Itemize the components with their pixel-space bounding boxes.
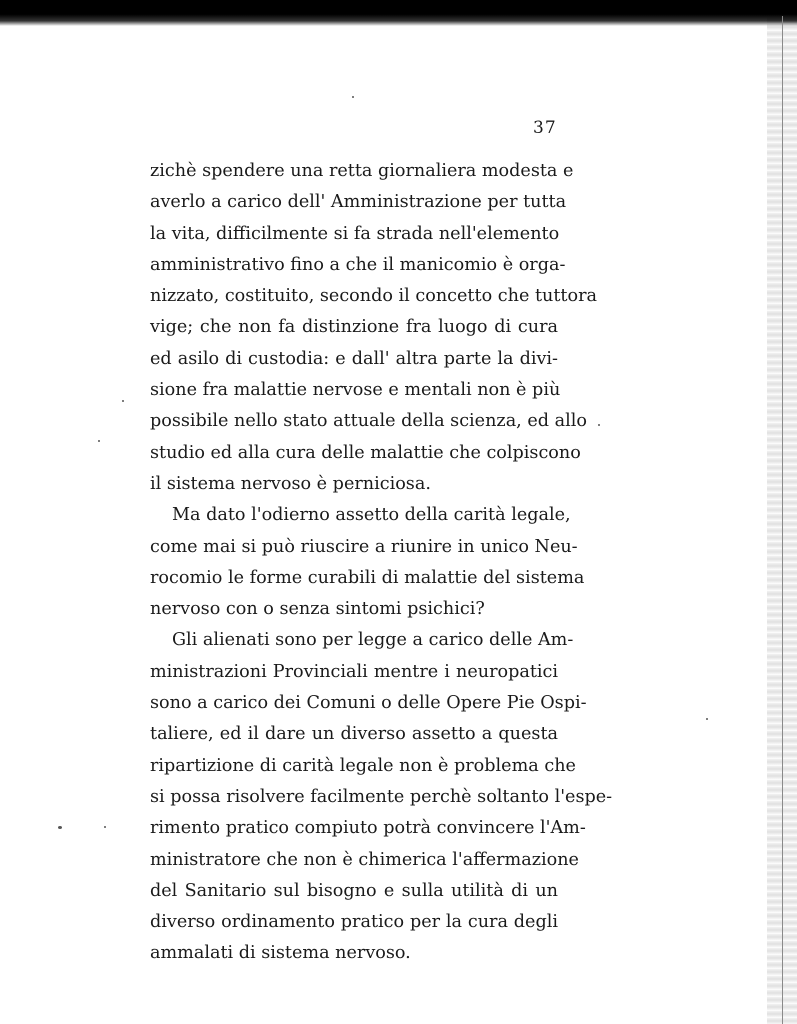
scan-speck	[352, 96, 354, 98]
text-line: possibile nello stato attuale della scienza, ed allo	[150, 411, 587, 432]
text-line: ministratore che non è chimerica l'affermazione	[150, 849, 579, 870]
text-line: Ma dato l'odierno assetto della carità legale,	[172, 505, 571, 526]
scan-speck	[98, 440, 100, 442]
text-line: nizzato, costituito, secondo il concetto che tuttora	[150, 286, 597, 307]
text-line: averlo a carico dell' Amministrazione per tutta	[150, 192, 567, 213]
text-line: sono a carico dei Comuni o delle Opere Pie Ospi-	[150, 693, 587, 714]
text-line: ripartizione di carità legale non è problema che	[150, 755, 576, 776]
paragraph-2	[150, 500, 585, 625]
text-line: la vita, difficilmente si fa strada nell'elemento	[150, 223, 560, 244]
scan-border-top	[0, 0, 797, 26]
body-text	[150, 156, 613, 970]
text-line: vige; che non fa distinzione fra luogo di cura	[150, 317, 558, 338]
text-line: il sistema nervoso è perniciosa.	[150, 473, 431, 494]
text-line: sione fra malattie nervose e mentali non è più	[150, 380, 561, 401]
text-line: ammalati di sistema nervoso.	[150, 943, 411, 964]
scan-speck	[104, 826, 106, 828]
text-line: ministrazioni Provinciali mentre i neuropatici	[150, 661, 558, 682]
text-line: ed asilo di custodia: e dall' altra parte la divi-	[150, 348, 558, 369]
scan-speck	[58, 826, 62, 829]
text-line: diverso ordinamento pratico per la cura degli	[150, 912, 558, 933]
paragraph-3	[150, 625, 613, 969]
text-line: studio ed alla cura delle malattie che colpiscono	[150, 442, 581, 463]
text-line: si possa risolvere facilmente perchè soltanto l'espe-	[150, 786, 613, 807]
page-edge-line	[782, 16, 783, 1024]
text-line: zichè spendere una retta giornaliera modesta e	[150, 161, 574, 181]
paragraph-1	[150, 156, 597, 500]
text-line: Gli alienati sono per legge a carico delle Am-	[172, 630, 574, 651]
text-line: nervoso con o senza sintomi psichici?	[150, 599, 485, 620]
text-line: come mai si può riuscire a riunire in unico Neu-	[150, 536, 578, 557]
text-line: taliere, ed il dare un diverso assetto a questa	[150, 724, 558, 745]
text-line: rocomio le forme curabili di malattie del sistema	[150, 567, 585, 588]
text-line: amministrativo fino a che il manicomio è orga-	[150, 254, 566, 275]
scan-speck	[706, 718, 708, 720]
page-number: 37	[533, 118, 557, 138]
scan-speck	[122, 400, 124, 402]
scan-speck	[598, 424, 600, 426]
text-line: rimento pratico compiuto potrà convincere l'Am-	[150, 818, 586, 839]
text-line: del Sanitario sul bisogno e sulla utilità di un	[150, 880, 558, 901]
